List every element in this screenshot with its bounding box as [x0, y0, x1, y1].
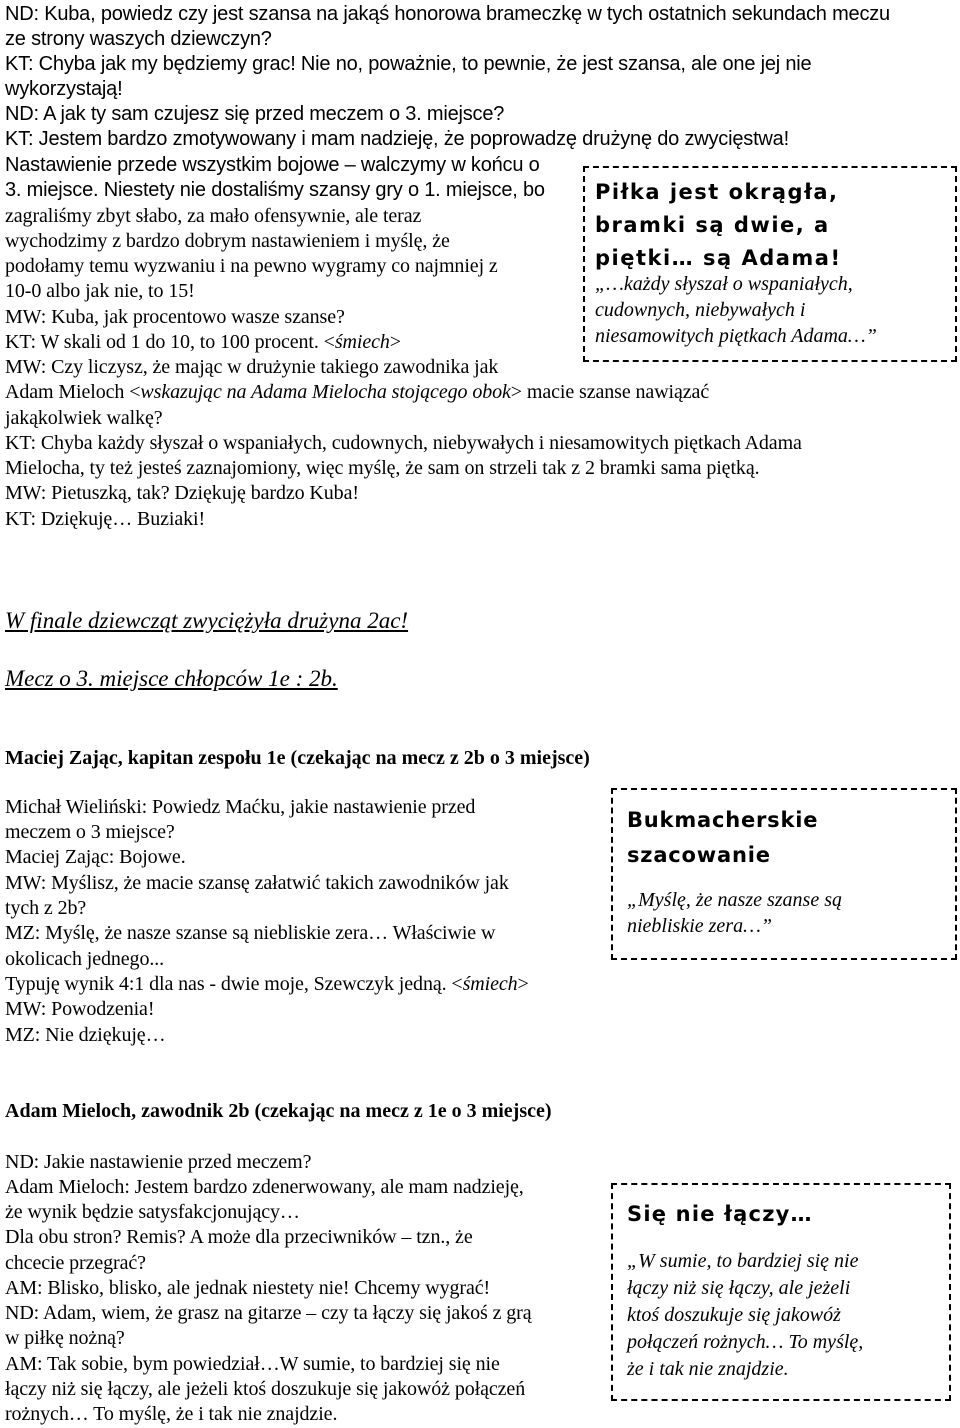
text-line: wychodzimy z bardzo dobrym nastawieniem i myślę, że: [5, 230, 450, 252]
text-line: AM: Tak sobie, bym powiedział…W sumie, to bardziej się nie: [5, 1353, 500, 1375]
text-line: Maciej Zając: Bojowe.: [5, 846, 186, 868]
text-line: ND: A jak ty sam czujesz się przed meczem o 3. miejsce?: [5, 103, 505, 125]
section-heading: Adam Mieloch, zawodnik 2b (czekając na mecz z 1e o 3 miejsce): [5, 1100, 552, 1122]
text-line: okolicach jednego...: [5, 948, 165, 970]
sidebar-quote-box: [583, 166, 957, 362]
result-girls: W finale dziewcząt zwyciężyła drużyna 2ac!: [5, 608, 409, 633]
box-quote: niesamowitych piętkach Adama…”: [595, 325, 877, 347]
box-title: bramki są dwie, a: [595, 213, 830, 237]
text-line: 3. miejsce. Niestety nie dostaliśmy szansy gry o 1. miejsce, bo: [5, 179, 545, 201]
text-line: KT: Chyba każdy słyszał o wspaniałych, cudownych, niebywałych i niesamowitych piętkach Adama: [5, 432, 802, 454]
text-line: Dla obu stron? Remis? A może dla przeciwników – tzn., że: [5, 1226, 473, 1248]
text-line: Adam Mieloch: Jestem bardzo zdenerwowany, ale mam nadzieję,: [5, 1176, 524, 1198]
text-line: tych z 2b?: [5, 897, 87, 919]
box-title: Się nie łączy…: [627, 1202, 813, 1226]
stage-direction: wskazując na Adama Mielocha stojącego obok: [140, 381, 511, 403]
box-quote: „W sumie, to bardziej się nie: [627, 1250, 859, 1272]
box-title: szacowanie: [627, 843, 771, 867]
box-title: piętki… są Adama!: [595, 246, 842, 270]
box-quote: „Myślę, że nasze szanse są: [627, 889, 842, 911]
text-line: chcecie przegrać?: [5, 1252, 146, 1274]
text-span: >: [517, 973, 529, 995]
section-heading: Maciej Zając, kapitan zespołu 1e (czekając na mecz z 2b o 3 miejsce): [5, 747, 590, 769]
text-line: podołamy temu wyzwaniu i na pewno wygramy co najmniej z: [5, 255, 498, 277]
stage-direction: śmiech: [462, 973, 518, 995]
box-title: Piłka jest okrągła,: [595, 180, 839, 204]
box-quote: że i tak nie znajdzie.: [627, 1358, 789, 1380]
text-span: KT: W skali od 1 do 10, to 100 procent. <: [5, 331, 335, 353]
text-line: [5, 381, 709, 404]
text-line: MW: Pietuszką, tak? Dziękuję bardzo Kuba!: [5, 482, 359, 504]
text-line: rożnych… To myślę, że i tak nie znajdzie.: [5, 1403, 338, 1425]
text-span: Adam Mieloch <: [5, 381, 141, 403]
box-quote: cudownych, niebywałych i: [595, 299, 806, 321]
text-line: KT: Jestem bardzo zmotywowany i mam nadzieję, że poprowadzę drużynę do zwycięstwa!: [5, 128, 789, 150]
sidebar-quote-box: [611, 1183, 951, 1401]
text-line: ze strony waszych dziewczyn?: [5, 28, 272, 50]
sidebar-quote-box: [611, 788, 957, 960]
text-line: zagraliśmy zbyt słabo, za mało ofensywnie, ale teraz: [5, 205, 422, 227]
match-boys: Mecz o 3. miejsce chłopców 1e : 2b.: [5, 666, 338, 691]
text-line: [5, 973, 529, 996]
box-quote: połączeń rożnych… To myślę,: [627, 1331, 864, 1353]
text-line: KT: Chyba jak my będziemy grac! Nie no, poważnie, to pewnie, że jest szansa, ale one jej nie: [5, 53, 812, 75]
text-line: łączy niż się łączy, ale jeżeli ktoś doszukuje się jakowóż połączeń: [5, 1378, 526, 1400]
text-line: ND: Adam, wiem, że grasz na gitarze – czy ta łączy się jakoś z grą: [5, 1302, 532, 1324]
text-line: MW: Kuba, jak procentowo wasze szanse?: [5, 306, 345, 328]
box-quote: ktoś doszukuje się jakowóż: [627, 1304, 841, 1326]
text-line: w piłkę nożną?: [5, 1327, 125, 1349]
text-line: ND: Jakie nastawienie przed meczem?: [5, 1151, 312, 1173]
text-line: ND: Kuba, powiedz czy jest szansa na jakąś honorowa brameczkę w tych ostatnich sekundach meczu: [5, 3, 890, 25]
box-title: Bukmacherskie: [627, 808, 819, 832]
box-quote: niebliskie zera…”: [627, 915, 772, 937]
text-line: wykorzystają!: [5, 78, 123, 100]
text-line: 10-0 albo jak nie, to 15!: [5, 280, 195, 302]
stage-direction: śmiech: [334, 331, 390, 353]
text-line: Michał Wieliński: Powiedz Maćku, jakie nastawienie przed: [5, 796, 476, 818]
text-line: AM: Blisko, blisko, ale jednak niestety nie! Chcemy wygrać!: [5, 1277, 491, 1299]
text-line: Mielocha, ty też jesteś zaznajomiony, więc myślę, że sam on strzeli tak z 2 bramki sama piętką.: [5, 457, 760, 479]
text-line: meczem o 3 miejsce?: [5, 821, 175, 843]
text-line: MZ: Nie dziękuję…: [5, 1024, 166, 1046]
text-span: > macie szanse nawiązać: [510, 381, 710, 403]
text-span: >: [389, 331, 401, 353]
text-line: jakąkolwiek walkę?: [5, 407, 163, 429]
box-quote: „…każdy słyszał o wspaniałych,: [595, 273, 853, 295]
text-line: MW: Czy liczysz, że mając w drużynie takiego zawodnika jak: [5, 356, 499, 378]
text-line: MW: Myślisz, że macie szansę załatwić takich zawodników jak: [5, 872, 509, 894]
text-line: KT: Dziękuję… Buziaki!: [5, 508, 206, 530]
text-line: Nastawienie przede wszystkim bojowe – walczymy w końcu o: [5, 154, 540, 176]
text-line: [5, 331, 401, 354]
box-quote: łączy niż się łączy, ale jeżeli: [627, 1277, 851, 1299]
text-span: Typuję wynik 4:1 dla nas - dwie moje, Szewczyk jedną. <: [5, 973, 463, 995]
text-line: MW: Powodzenia!: [5, 998, 155, 1020]
text-line: że wynik będzie satysfakcjonujący…: [5, 1201, 300, 1223]
text-line: MZ: Myślę, że nasze szanse są niebliskie zera… Właściwie w: [5, 922, 496, 944]
